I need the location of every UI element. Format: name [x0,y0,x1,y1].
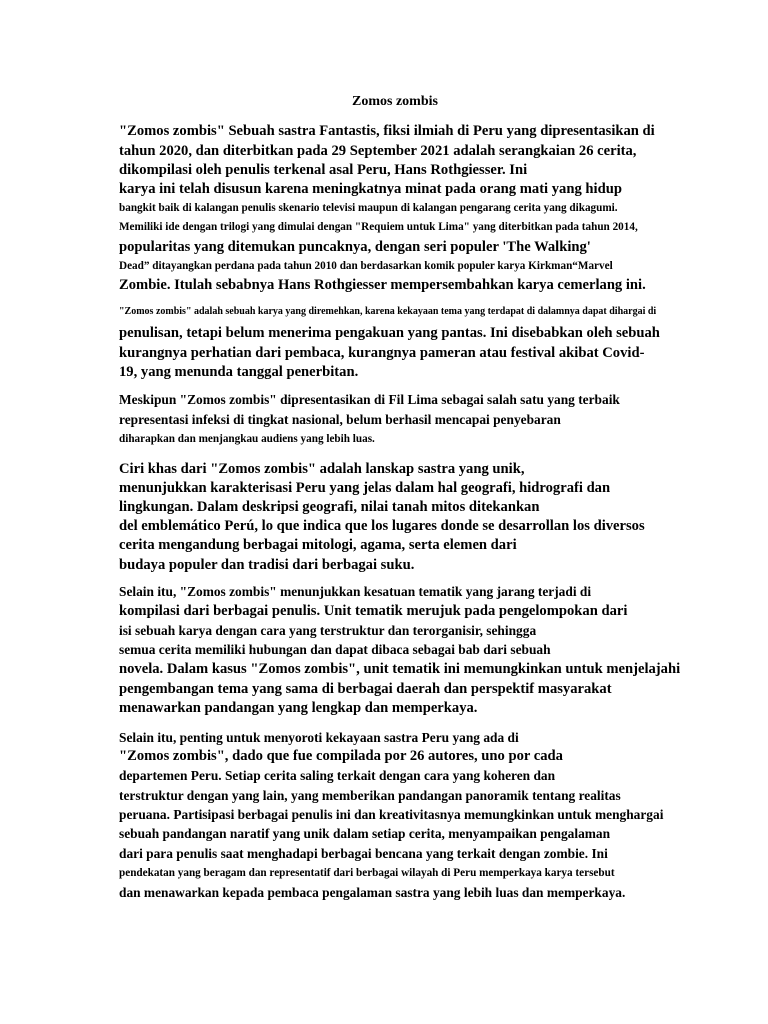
body-line: cerita mengandung berbagai mitologi, agama, serta elemen dari [119,537,517,553]
body-line: kompilasi dari berbagai penulis. Unit tematik merujuk pada pengelompokan dari [119,603,628,619]
body-line: novela. Dalam kasus "Zomos zombis", unit tematik ini memungkinkan untuk menjelajahi [119,661,681,677]
body-line: "Zomos zombis", dado que fue compilada por 26 autores, uno por cada [119,748,563,764]
body-line: 19, yang menunda tanggal penerbitan. [119,364,359,380]
body-line: Zombie. Itulah sebabnya Hans Rothgiesser mempersembahkan karya cemerlang ini. [119,277,646,293]
body-line: Selain itu, "Zomos zombis" menunjukkan kesatuan tematik yang jarang terjadi di [119,584,592,599]
body-line: Meskipun "Zomos zombis" dipresentasikan di Fil Lima sebagai salah satu yang terbaik [119,392,620,407]
body-line: del emblemático Perú, lo que indica que los lugares donde se desarrollan los diversos [119,518,645,534]
body-line: menawarkan pandangan yang lengkap dan memperkaya. [119,700,478,716]
body-line: "Zomos zombis" Sebuah sastra Fantastis, fiksi ilmiah di Peru yang dipresentasikan di [119,123,655,139]
body-line: pengembangan tema yang sama di berbagai daerah dan perspektif masyarakat [119,681,612,697]
body-line: dikompilasi oleh penulis terkenal asal Peru, Hans Rothgiesser. Ini [119,162,528,178]
body-line: budaya populer dan tradisi dari berbagai suku. [119,557,415,573]
document-title: Zomos zombis [352,94,438,109]
body-line: penulisan, tetapi belum menerima pengakuan yang pantas. Ini disebabkan oleh sebuah [119,325,660,341]
body-line: sebuah pandangan naratif yang unik dalam setiap cerita, menyampaikan pengalaman [119,826,611,841]
body-line: popularitas yang ditemukan puncaknya, dengan seri populer 'The Walking' [119,239,591,255]
body-line: menunjukkan karakterisasi Peru yang jelas dalam hal geografi, hidrografi dan [119,480,611,496]
body-line: isi sebuah karya dengan cara yang terstruktur dan terorganisir, sehingga [119,623,537,638]
body-line: terstruktur dengan yang lain, yang memberikan pandangan panoramik tentang realitas [119,788,621,803]
body-line: departemen Peru. Setiap cerita saling terkait dengan cara yang koheren dan [119,768,556,783]
body-line: Ciri khas dari "Zomos zombis" adalah lanskap sastra yang unik, [119,461,525,477]
body-line: semua cerita memiliki hubungan dan dapat dibaca sebagai bab dari sebuah [119,642,551,657]
body-line: dari para penulis saat menghadapi berbagai bencana yang terkait dengan zombie. Ini [119,846,608,861]
body-line: diharapkan dan menjangkau audiens yang lebih luas. [119,433,375,445]
body-line: kurangnya perhatian dari pembaca, kurangnya pameran atau festival akibat Covid- [119,345,645,361]
body-line: Dead” ditayangkan perdana pada tahun 2010 dan berdasarkan komik populer karya Kirkman“Marvel [119,260,613,272]
body-line: bangkit baik di kalangan penulis skenario televisi maupun di kalangan pengarang cerita yang dikagumi. [119,202,618,214]
body-line: dan menawarkan kepada pembaca pengalaman sastra yang lebih luas dan memperkaya. [119,885,626,900]
body-line: representasi infeksi di tingkat nasional, belum berhasil mencapai penyebaran [119,412,561,427]
body-line: lingkungan. Dalam deskripsi geografi, nilai tanah mitos ditekankan [119,499,540,515]
body-line: peruana. Partisipasi berbagai penulis ini dan kreativitasnya memungkinkan untuk menghargai [119,807,664,822]
body-line: tahun 2020, dan diterbitkan pada 29 September 2021 adalah serangkaian 26 cerita, [119,143,637,159]
body-line: pendekatan yang beragam dan representatif dari berbagai wilayah di Peru memperkaya karya tersebut [119,867,615,879]
body-line: Selain itu, penting untuk menyoroti kekayaan sastra Peru yang ada di [119,730,519,745]
body-line: karya ini telah disusun karena meningkatnya minat pada orang mati yang hidup [119,181,622,197]
body-line: "Zomos zombis" adalah sebuah karya yang diremehkan, karena kekayaan tema yang terdapat di dalamnya dapat dihargai di [119,306,657,317]
body-line: Memiliki ide dengan trilogi yang dimulai dengan "Requiem untuk Lima" yang diterbitkan pada tahun 2014, [119,221,638,233]
